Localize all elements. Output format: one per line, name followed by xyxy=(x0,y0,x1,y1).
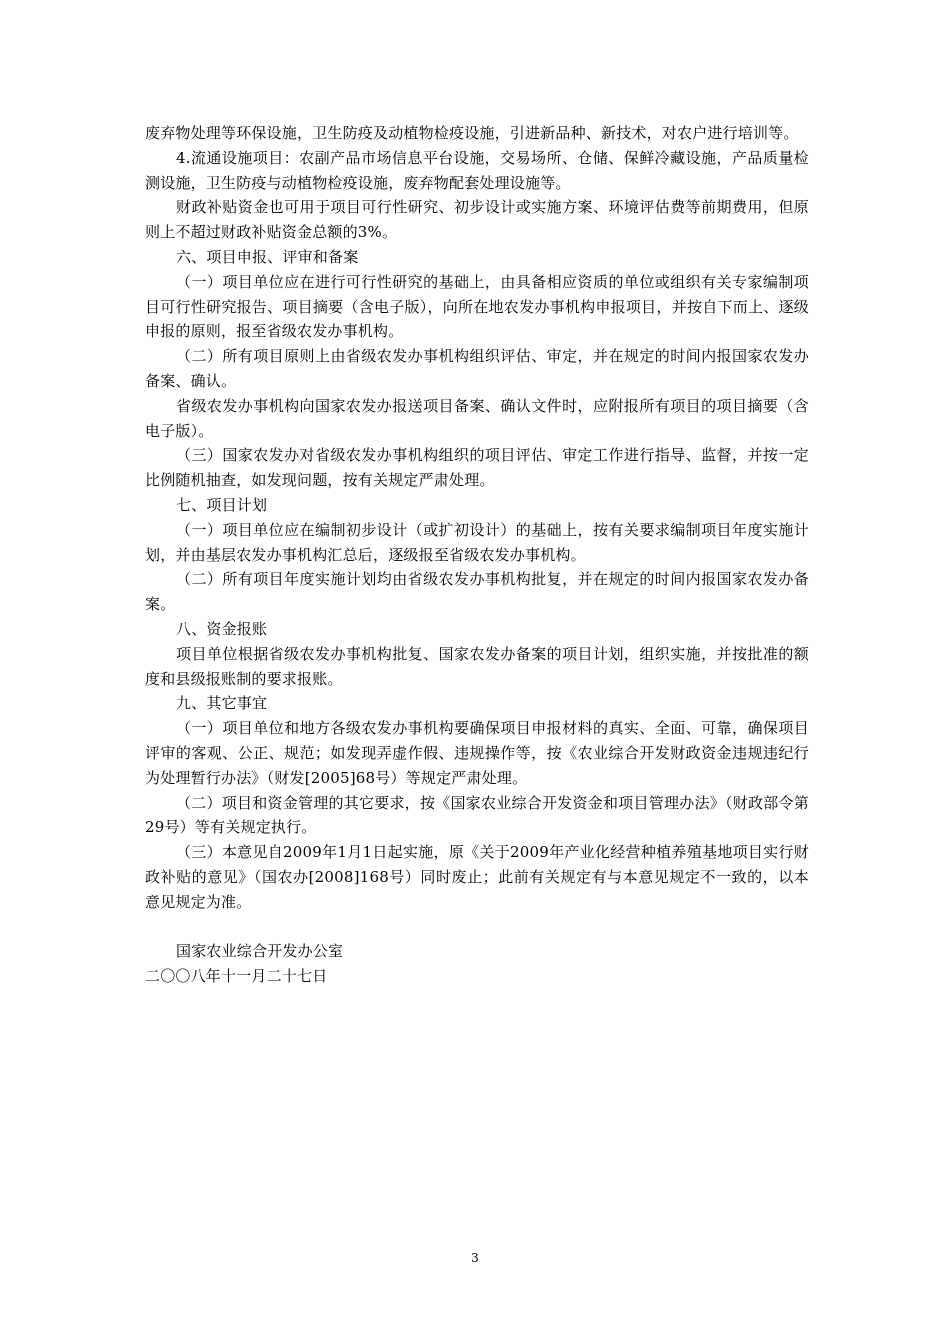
paragraph-reimbursement: 项目单位根据省级农发办事机构批复、国家农发办备案的项目计划，组织实施，并按批准的额度和县级报账制的要求报账。 xyxy=(145,644,809,688)
section-heading-application-review: 六、项目申报、评审和备案 xyxy=(176,247,359,266)
blank-line xyxy=(145,915,809,940)
paragraph-application-1: （一）项目单位应在进行可行性研究的基础上，由具备相应资质的单位或组织有关专家编制项目可行性研究报告、项目摘要（含电子版），向所在地农发办事机构申报项目，并按自下而上、逐级申报的原则，报至省级农发办事机构。 xyxy=(145,272,809,341)
paragraph-other-2: （二）项目和资金管理的其它要求，按《国家农业综合开发资金和项目管理办法》（财政部令第29号）等有关规定执行。 xyxy=(145,793,809,837)
paragraph-application-2: （二）所有项目原则上由省级农发办事机构组织评估、审定，并在规定的时间内报国家农发办备案、确认。 xyxy=(145,347,809,390)
paragraph-plan-2: （二）所有项目年度实施计划均由省级农发办事机构批复，并在规定的时间内报国家农发办备案。 xyxy=(145,570,809,614)
paragraph-waste-facilities: 废弃物处理等环保设施，卫生防疫及动植物检疫设施，引进新品种、新技术，对农户进行培训等。 xyxy=(145,124,799,142)
section-heading-project-plan: 七、项目计划 xyxy=(176,495,268,514)
page-number: 3 xyxy=(471,1251,479,1265)
paragraph-other-1: （一）项目单位和地方各级农发办事机构要确保项目申报材料的真实、全面、可靠，确保项目评审的客观、公正、规范；如发现弄虚作假、违规操作等，按《农业综合开发财政资金违规违纪行为处理暂行办法》（财发[2005]68号）等规定严肃处理。 xyxy=(145,719,809,787)
signature-date: 二〇〇八年十一月二十七日 xyxy=(145,967,328,986)
paragraph-application-note: 省级农发办事机构向国家农发办报送项目备案、确认文件时，应附报所有项目的项目摘要（含电子版）。 xyxy=(145,396,809,440)
paragraph-subsidy-funds: 财政补贴资金也可用于项目可行性研究、初步设计或实施方案、环境评估费等前期费用，但原则上不超过财政补贴资金总额的3%。 xyxy=(145,198,809,242)
document-body xyxy=(145,121,809,989)
signature-issuer: 国家农业综合开发办公室 xyxy=(176,942,344,961)
section-heading-other-matters: 九、其它事宜 xyxy=(176,694,268,713)
paragraph-application-3: （三）国家农发办对省级农发办事机构组织的项目评估、审定工作进行指导、监督，并按一定比例随机抽查，如发现问题，按有关规定严肃处理。 xyxy=(145,446,809,490)
paragraph-circulation-facilities: 4.流通设施项目：农副产品市场信息平台设施，交易场所、仓储、保鲜冷藏设施，产品质量检测设施，卫生防疫与动植物检疫设施，废弃物配套处理设施等。 xyxy=(145,148,809,192)
paragraph-other-3: （三）本意见自2009年1月1日起实施，原《关于2009年产业化经营种植养殖基地项目实行财政补贴的意见》（国农办[2008]168号）同时废止；此前有关规定有与本意见规定不一致的，以本意见规定为准。 xyxy=(145,843,809,911)
paragraph-plan-1: （一）项目单位应在编制初步设计（或扩初设计）的基础上，按有关要求编制项目年度实施计划，并由基层农发办事机构汇总后，逐级报至省级农发办事机构。 xyxy=(145,520,809,564)
section-heading-fund-reimbursement: 八、资金报账 xyxy=(176,619,268,638)
